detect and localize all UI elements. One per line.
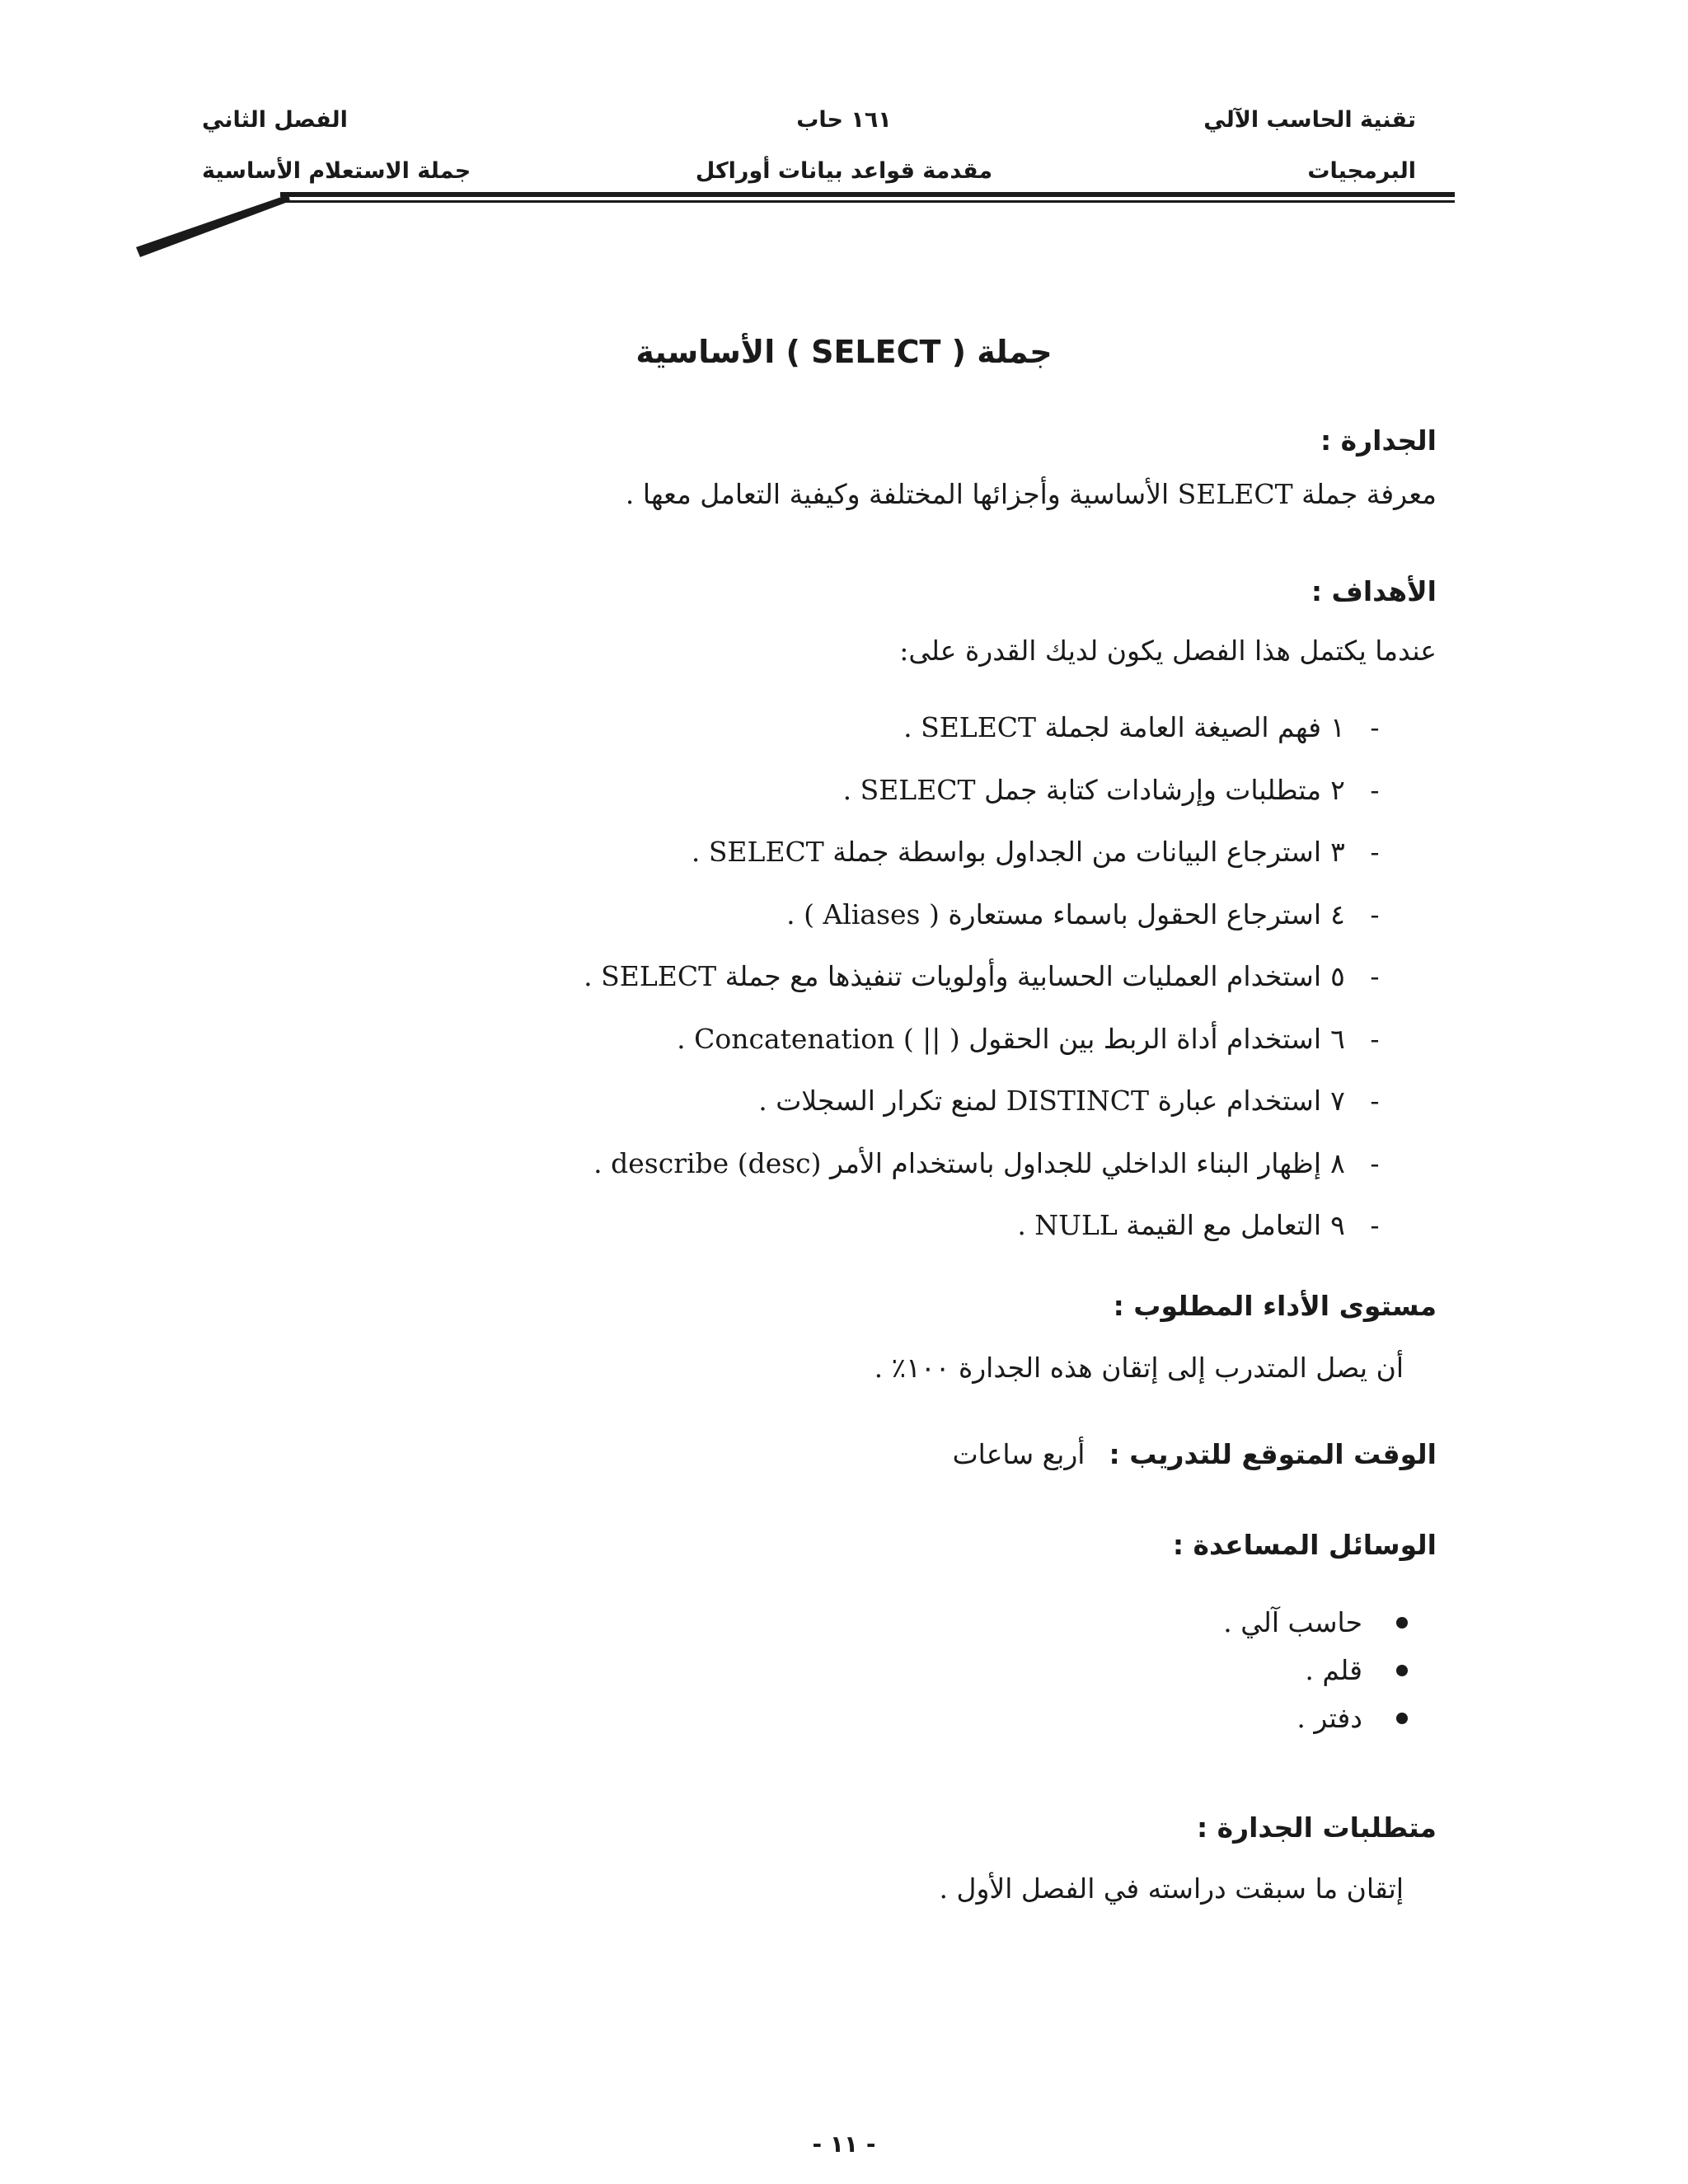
aid-item: دفتر .	[1223, 1694, 1408, 1742]
objectives-heading: الأهداف :	[1311, 575, 1437, 607]
aid-item: حاسب آلي .	[1223, 1599, 1408, 1647]
bullet-icon	[1396, 1665, 1408, 1676]
competency-text: معرفة جملة SELECT الأساسية وأجزائها المختلفة وكيفية التعامل معها .	[625, 478, 1437, 510]
bullet-icon	[1396, 1617, 1408, 1629]
objective-item: ٢ - متطلبات وإرشادات كتابة جمل SELECT .	[842, 773, 1380, 806]
objective-item: ٥ - استخدام العمليات الحسابية وأولويات تنفيذها مع جملة SELECT .	[584, 960, 1380, 992]
objective-item: ٨ - إظهار البناء الداخلي للجداول باستخدام الأمر (describe (desc .	[593, 1146, 1380, 1179]
objective-item: ١ - فهم الصيغة العامة لجملة SELECT .	[903, 711, 1380, 743]
header-subject: البرمجيات	[1307, 158, 1416, 184]
time-value: أربع ساعات	[952, 1438, 1085, 1470]
header-chapter-title: جملة الاستعلام الأساسية	[202, 158, 471, 184]
aids-heading: الوسائل المساعدة :	[1172, 1529, 1437, 1561]
aid-item: قلم .	[1223, 1647, 1408, 1694]
page-number: - ١١ -	[812, 2130, 876, 2158]
time-heading: الوقت المتوقع للتدريب :	[1109, 1438, 1437, 1470]
objectives-intro: عندما يكتمل هذا الفصل يكون لديك القدرة على:	[899, 635, 1437, 667]
objective-item: ٧ - استخدام عبارة DISTINCT لمنع تكرار السجلات .	[758, 1085, 1380, 1117]
time-row	[953, 1438, 1437, 1470]
objective-item: ٦ - استخدام أداة الربط بين الحقول ( || ) Concatenation .	[677, 1022, 1380, 1055]
header-course-name: مقدمة قواعد بيانات أوراكل	[695, 158, 993, 184]
objective-item: ٩ - التعامل مع القيمة NULL .	[1017, 1209, 1380, 1241]
header-swoosh	[0, 0, 1688, 330]
aids-list	[1223, 1599, 1408, 1742]
requirements-text: إتقان ما سبقت دراسته في الفصل الأول .	[939, 1872, 1404, 1905]
objectives-list	[584, 696, 1441, 1257]
performance-heading: مستوى الأداء المطلوب :	[1113, 1290, 1437, 1322]
objective-item: ٤ - استرجاع الحقول باسماء مستعارة ( Aliases ) .	[786, 898, 1380, 930]
bullet-icon	[1396, 1713, 1408, 1724]
page-title: جملة ( SELECT ) الأساسية	[635, 334, 1053, 370]
header-book-title: تقنية الحاسب الآلي	[1203, 107, 1416, 133]
performance-text: أن يصل المتدرب إلى إتقان هذه الجدارة ١٠٠٪ .	[874, 1352, 1404, 1384]
requirements-heading: متطلبات الجدارة :	[1196, 1811, 1437, 1844]
header-chapter: الفصل الثاني	[202, 107, 348, 133]
objective-item: ٣ - استرجاع البيانات من الجداول بواسطة جملة SELECT .	[691, 836, 1380, 868]
competency-heading: الجدارة :	[1320, 424, 1437, 457]
header-course-code: ١٦١ حاب	[796, 107, 892, 133]
